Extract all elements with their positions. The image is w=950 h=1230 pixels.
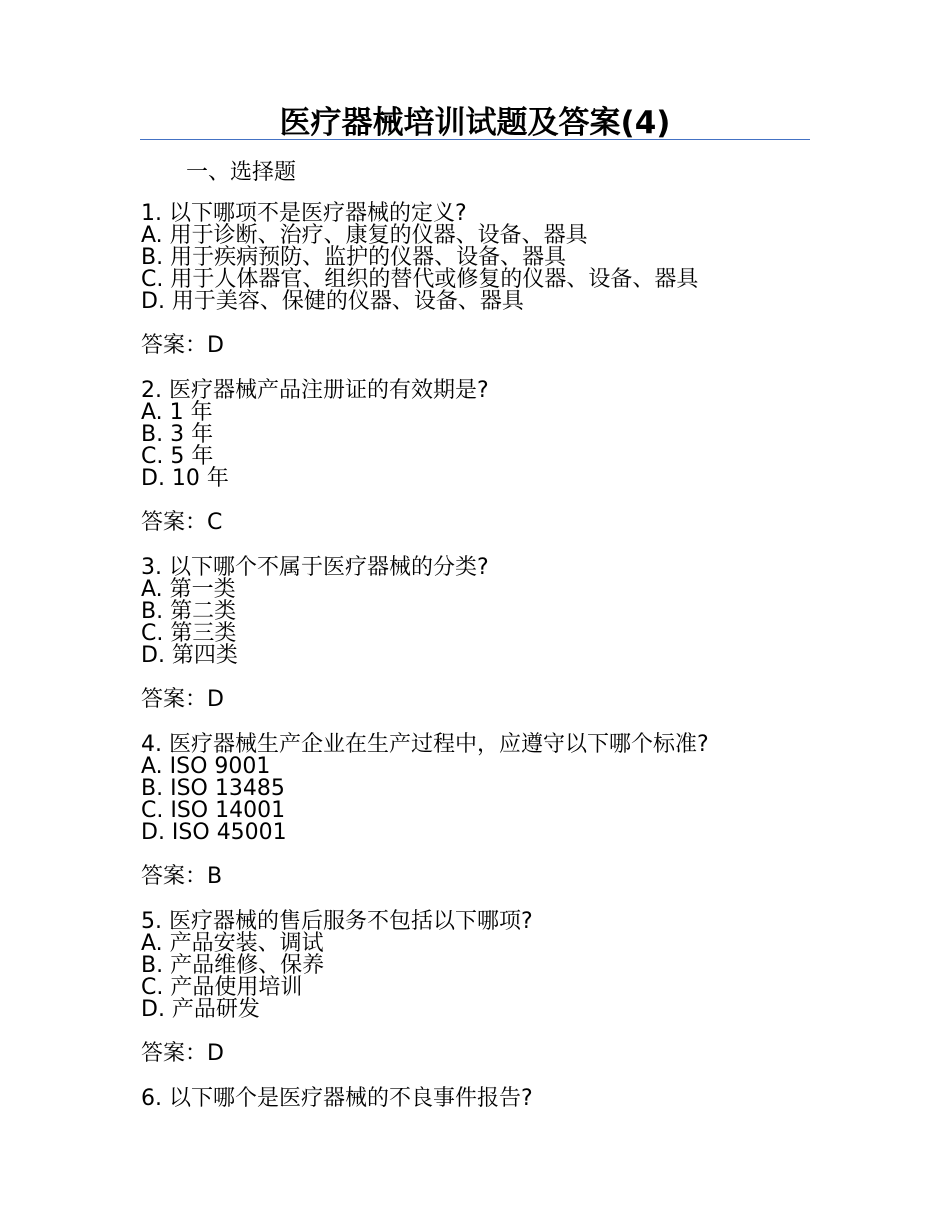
document-title: 医疗器械培训试题及答案(4): [279, 105, 671, 141]
option-a: A. 第一类: [141, 577, 236, 602]
question-6: [141, 1088, 841, 1110]
option-b: B. 用于疾病预防、监护的仪器、设备、器具: [141, 245, 567, 270]
answer: 答案：B: [141, 864, 223, 889]
option-b: B. 3 年: [141, 422, 214, 447]
answer: 答案：D: [141, 687, 224, 712]
option-b: B. 产品维修、保养: [141, 953, 325, 978]
option-d: D. 第四类: [141, 643, 238, 668]
option-c: C. 5 年: [141, 444, 214, 469]
section-heading: 一、选择题: [186, 160, 297, 185]
question-5: [141, 911, 841, 1065]
option-d: D. 用于美容、保健的仪器、设备、器具: [141, 289, 524, 314]
answer: 答案：D: [141, 333, 224, 358]
question-3: [141, 557, 841, 711]
option-c: C. 用于人体器官、组织的替代或修复的仪器、设备、器具: [141, 267, 699, 292]
option-c: C. ISO 14001: [141, 798, 286, 823]
option-d: D. ISO 45001: [141, 820, 287, 845]
question-stem: 4. 医疗器械生产企业在生产过程中，应遵守以下哪个标准?: [141, 732, 709, 757]
question-stem: 2. 医疗器械产品注册证的有效期是?: [141, 378, 489, 403]
question-stem: 6. 以下哪个是医疗器械的不良事件报告?: [141, 1086, 533, 1111]
question-stem: 5. 医疗器械的售后服务不包括以下哪项?: [141, 909, 533, 934]
question-stem: 1. 以下哪项不是医疗器械的定义?: [141, 201, 467, 226]
option-b: B. ISO 13485: [141, 776, 285, 801]
title-underline: [140, 139, 810, 140]
option-c: C. 产品使用培训: [141, 975, 303, 1000]
option-a: A. 产品安装、调试: [141, 931, 324, 956]
option-d: D. 10 年: [141, 466, 229, 491]
question-stem: 3. 以下哪个不属于医疗器械的分类?: [141, 555, 489, 580]
answer: 答案：D: [141, 1041, 224, 1066]
option-c: C. 第三类: [141, 621, 237, 646]
option-b: B. 第二类: [141, 599, 237, 624]
option-a: A. ISO 9001: [141, 754, 271, 779]
question-2: [141, 380, 841, 534]
question-list: [141, 203, 841, 1110]
option-a: A. 1 年: [141, 400, 213, 425]
question-4: [141, 734, 841, 888]
option-d: D. 产品研发: [141, 997, 260, 1022]
answer: 答案：C: [141, 510, 223, 535]
option-a: A. 用于诊断、治疗、康复的仪器、设备、器具: [141, 223, 588, 248]
question-1: [141, 203, 841, 357]
